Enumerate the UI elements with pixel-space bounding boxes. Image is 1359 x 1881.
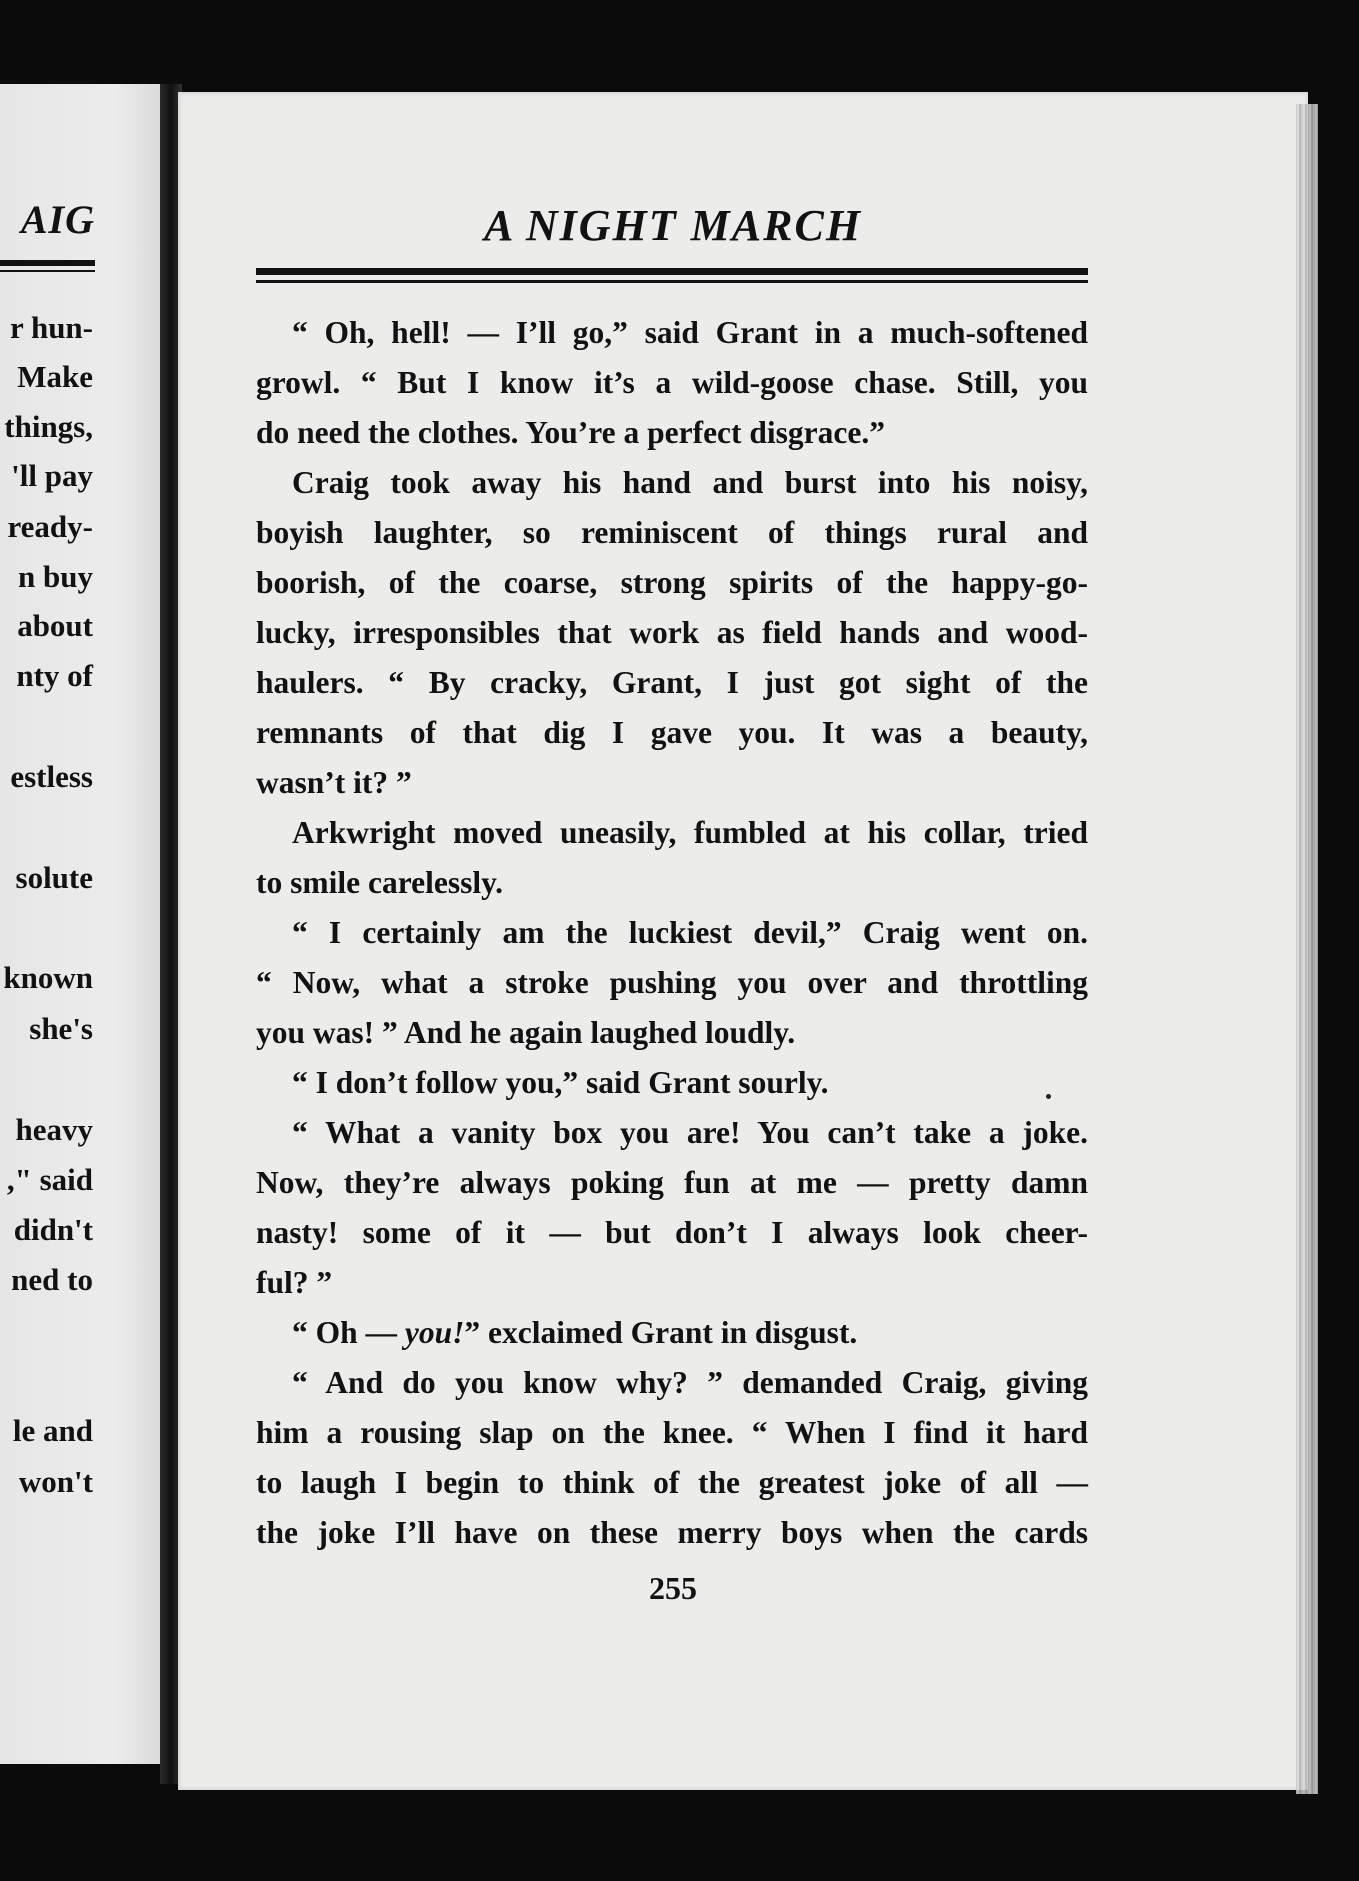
text-line: “ Oh, hell! — I’ll go,” said Grant in a much-softened (292, 315, 1088, 350)
text-line: haulers. “ By cracky, Grant, I just got sight of the (256, 665, 1088, 700)
text-line: do need the clothes. You’re a perfect disgrace.” (256, 415, 886, 450)
left-line-fragment: she's (29, 1011, 93, 1046)
head-rule-thick (256, 268, 1088, 275)
left-line-fragment: r hun- (10, 310, 93, 345)
body-text (256, 308, 1088, 1558)
running-head: A NIGHT MARCH (483, 201, 863, 250)
text-line: “ I don’t follow you,” said Grant sourly. (292, 1065, 829, 1100)
text-line: boyish laughter, so reminiscent of things rural and (256, 515, 1088, 550)
left-line-fragment: ready- (7, 509, 93, 544)
text-line: Craig took away his hand and burst into his noisy, (292, 465, 1088, 500)
text-line: nasty! some of it — but don’t I always look cheer- (256, 1215, 1088, 1250)
text-line: lucky, irresponsibles that work as field hands and wood- (256, 615, 1088, 650)
left-running-head: AIG (20, 197, 95, 242)
left-line-fragment: 'll pay (11, 458, 93, 493)
left-line-fragment: ned to (11, 1262, 93, 1297)
left-line-fragment: things, (4, 409, 93, 444)
text-line: him a rousing slap on the knee. “ When I find it hard (256, 1415, 1088, 1450)
italic-word: you! (404, 1315, 465, 1350)
left-line-fragment: n buy (18, 559, 93, 594)
page-edge-stack (1296, 104, 1318, 1794)
left-line-fragment: ," said (6, 1162, 93, 1197)
left-line-fragment: solute (15, 860, 93, 895)
left-head-rule-thin (0, 270, 95, 272)
page-number: 255 (649, 1570, 697, 1606)
text-line-mixed (256, 1308, 1088, 1358)
text-line: “ I certainly am the luckiest devil,” Craig went on. (292, 915, 1088, 950)
left-line-fragment: won't (18, 1464, 93, 1499)
left-line-fragment: heavy (15, 1112, 93, 1147)
left-line-fragment: known (3, 960, 93, 995)
text-line: to laugh I begin to think of the greatest joke of all — (256, 1465, 1088, 1500)
text-line: “ What a vanity box you are! You can’t take a joke. (292, 1115, 1088, 1150)
text-line: boorish, of the coarse, strong spirits of the happy-go- (256, 565, 1088, 600)
text-line: the joke I’ll have on these merry boys when the cards (256, 1515, 1088, 1550)
text-line: Now, they’re always poking fun at me — pretty damn (256, 1165, 1088, 1200)
text-line: ful? ” (256, 1265, 333, 1300)
text-line: wasn’t it? ” (256, 765, 412, 800)
text-line: growl. “ But I know it’s a wild-goose chase. Still, you (256, 365, 1088, 400)
text-line: Arkwright moved uneasily, fumbled at his collar, tried (292, 815, 1088, 850)
left-head-rule-thick (0, 260, 95, 266)
ink-speck (1046, 1094, 1051, 1099)
head-rule-thin (256, 280, 1088, 283)
text-segment: ” exclaimed Grant in disgust. (464, 1315, 858, 1350)
text-line: “ And do you know why? ” demanded Craig, giving (292, 1365, 1088, 1400)
text-line: “ Now, what a stroke pushing you over and throttling (256, 965, 1088, 1000)
text-segment: “ Oh — (292, 1315, 405, 1350)
text-line: you was! ” And he again laughed loudly. (256, 1015, 796, 1050)
left-line-fragment: about (17, 608, 93, 643)
left-line-fragment: nty of (16, 658, 93, 693)
left-line-fragment: le and (12, 1413, 93, 1448)
left-line-fragment: Make (17, 359, 93, 394)
left-line-fragment: didn't (13, 1212, 93, 1247)
text-line: remnants of that dig I gave you. It was a beauty, (256, 715, 1088, 750)
text-line: to smile carelessly. (256, 865, 503, 900)
left-line-fragment: estless (10, 759, 93, 794)
